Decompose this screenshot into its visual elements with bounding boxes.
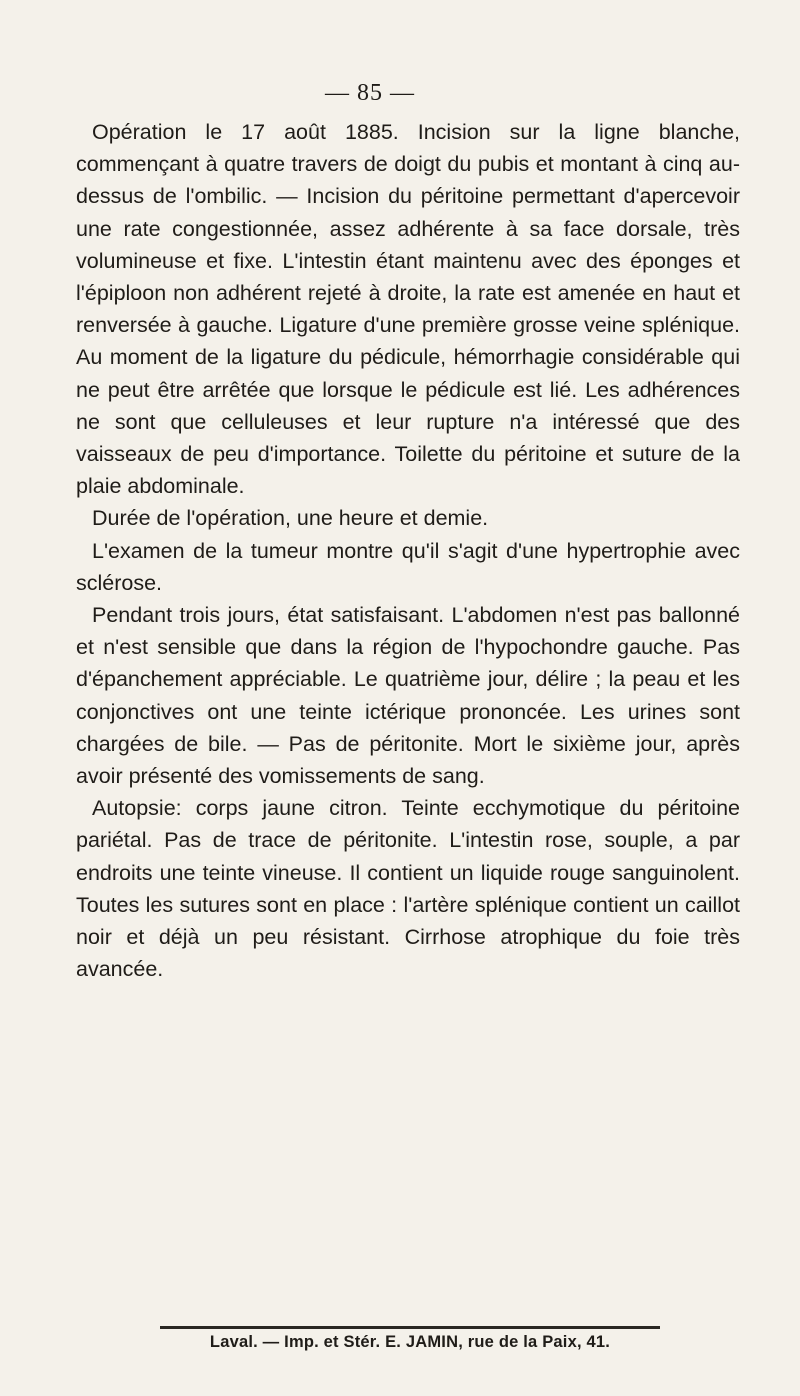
footer-rule <box>160 1326 660 1329</box>
paragraph-postoperative: Pendant trois jours, état satisfaisant. L'abdomen n'est pas ballonné et n'est sensible que dans la région de l'hypochondre gauche. Pas d'épanchement appréciable. Le quatrième jour, délire ; la peau et les conjonctives ont une teinte ictérique prononcée. Les urines sont chargées de bile. — Pas de péritonite. Mort le sixième jour, après avoir présenté des vomissements de sang. <box>76 603 740 789</box>
paragraph-examination: L'examen de la tumeur montre qu'il s'agit d'une hypertrophie avec sclérose. <box>76 538 740 595</box>
page-number: — 85 — <box>325 80 415 106</box>
paragraph-autopsy: Autopsie: corps jaune citron. Teinte ecchymotique du péritoine pariétal. Pas de trace de péritonite. L'intestin rose, souple, a par endroits une teinte vineuse. Il contient un liquide rouge sanguinolent. Toutes les sutures sont en place : l'artère splénique contient un caillot noir et déjà un peu résistant. Cirrhose atrophique du foie très avancée. <box>76 796 740 982</box>
paragraph-operation: Opération le 17 août 1885. Incision sur la ligne blanche, commençant à quatre travers de doigt du pubis et montant à cinq au-dessus de l'ombilic. — Incision du péritoine permettant d'apercevoir une rate congestionnée, assez adhérente à sa face dorsale, très volumineuse et fixe. L'intestin étant maintenu avec des éponges et l'épiploon non adhérent rejeté à droite, la rate est amenée en haut et renversée à gauche. Ligature d'une première grosse veine splénique. Au moment de la ligature du pédicule, hémorrhagie considérable qui ne peut être arrêtée que lorsque le pédicule est lié. Les adhérences ne sont que celluleuses et leur rupture n'a intéressé que des vaisseaux de peu d'importance. Toilette du péritoine et suture de la plaie abdominale. <box>76 120 740 499</box>
printer-imprint: Laval. — Imp. et Stér. E. JAMIN, rue de la Paix, 41. <box>209 1333 611 1351</box>
paragraph-duration: Durée de l'opération, une heure et demie. <box>92 506 489 531</box>
body-text <box>76 116 740 985</box>
